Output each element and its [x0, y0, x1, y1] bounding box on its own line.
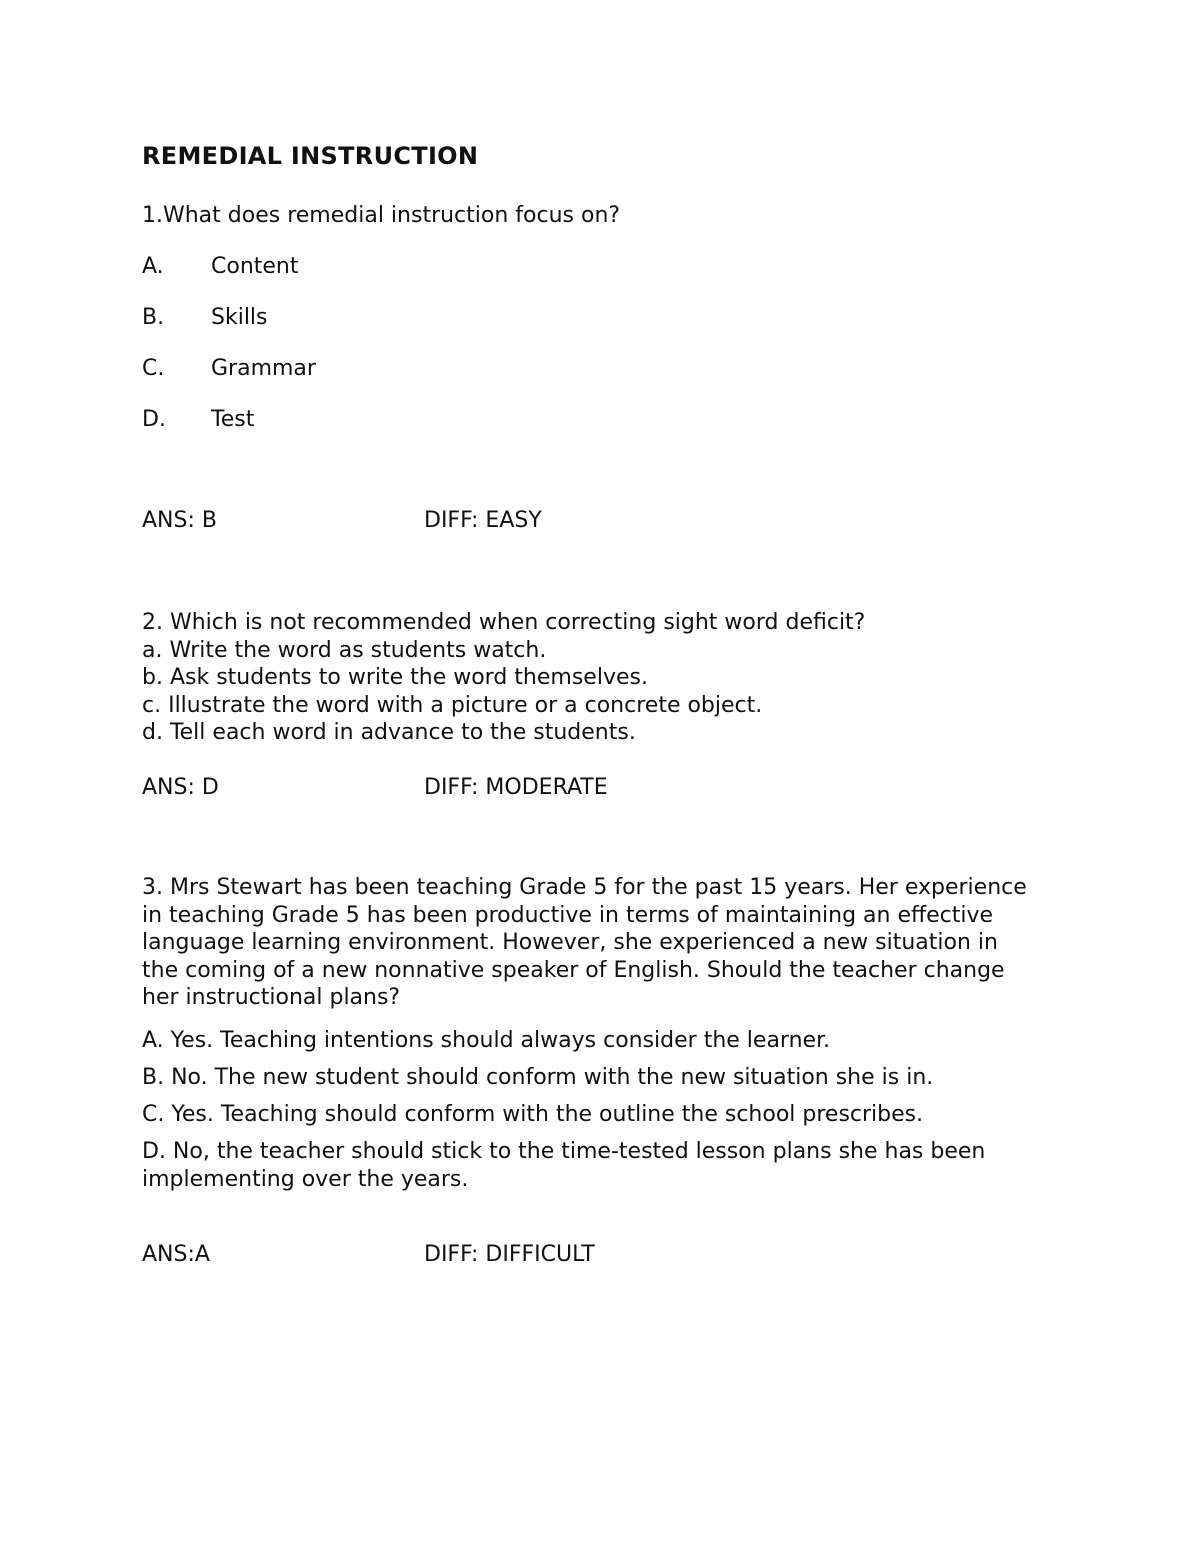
question-2-stem: 2. Which is not recommended when correcting sight word deficit?: [142, 610, 866, 635]
q2-option-d: d. Tell each word in advance to the students.: [142, 720, 636, 745]
q1-option-a-letter: A.: [142, 254, 164, 279]
q3-option-a: A. Yes. Teaching intentions should always consider the learner.: [142, 1028, 831, 1053]
q3-stem-line: 3. Mrs Stewart has been teaching Grade 5 for the past 15 years. Her experience: [142, 875, 1027, 900]
q3-difficulty: DIFF: DIFFICULT: [424, 1242, 595, 1267]
q1-option-b-text: Skills: [211, 305, 268, 330]
q3-option-d-line: implementing over the years.: [142, 1166, 469, 1192]
question-2-block: [142, 609, 865, 747]
q1-option-d-text: Test: [211, 407, 255, 432]
q3-stem-line: her instructional plans?: [142, 985, 401, 1010]
q2-answer: ANS: D: [142, 775, 219, 800]
q3-stem-line: in teaching Grade 5 has been productive in terms of maintaining an effective: [142, 902, 994, 928]
q2-option-b: b. Ask students to write the word themselves.: [142, 665, 648, 690]
q2-option-a: a. Write the word as students watch.: [142, 637, 547, 663]
question-1-stem: 1.What does remedial instruction focus on?: [142, 203, 621, 228]
q1-option-a-text: Content: [211, 254, 299, 279]
q3-stem-line: language learning environment. However, she experienced a new situation in: [142, 930, 998, 955]
q3-option-c: C. Yes. Teaching should conform with the outline the school prescribes.: [142, 1102, 924, 1127]
document-title: REMEDIAL INSTRUCTION: [142, 142, 479, 170]
q1-difficulty: DIFF: EASY: [424, 508, 542, 533]
question-3-stem: [142, 874, 1027, 1012]
q1-option-b-letter: B.: [142, 305, 165, 330]
q2-difficulty: DIFF: MODERATE: [424, 775, 608, 800]
q3-option-b: B. No. The new student should conform with the new situation she is in.: [142, 1065, 934, 1090]
q1-option-d-letter: D.: [142, 407, 166, 432]
q3-answer: ANS:A: [142, 1242, 210, 1267]
q1-option-c-letter: C.: [142, 356, 165, 381]
q1-option-c-text: Grammar: [211, 356, 316, 381]
q2-option-c: c. Illustrate the word with a picture or a concrete object.: [142, 692, 763, 718]
q3-stem-line: the coming of a new nonnative speaker of English. Should the teacher change: [142, 957, 1005, 983]
q1-answer: ANS: B: [142, 508, 217, 533]
q3-option-d: [142, 1138, 985, 1193]
q3-option-d-line: D. No, the teacher should stick to the time-tested lesson plans she has been: [142, 1139, 986, 1164]
